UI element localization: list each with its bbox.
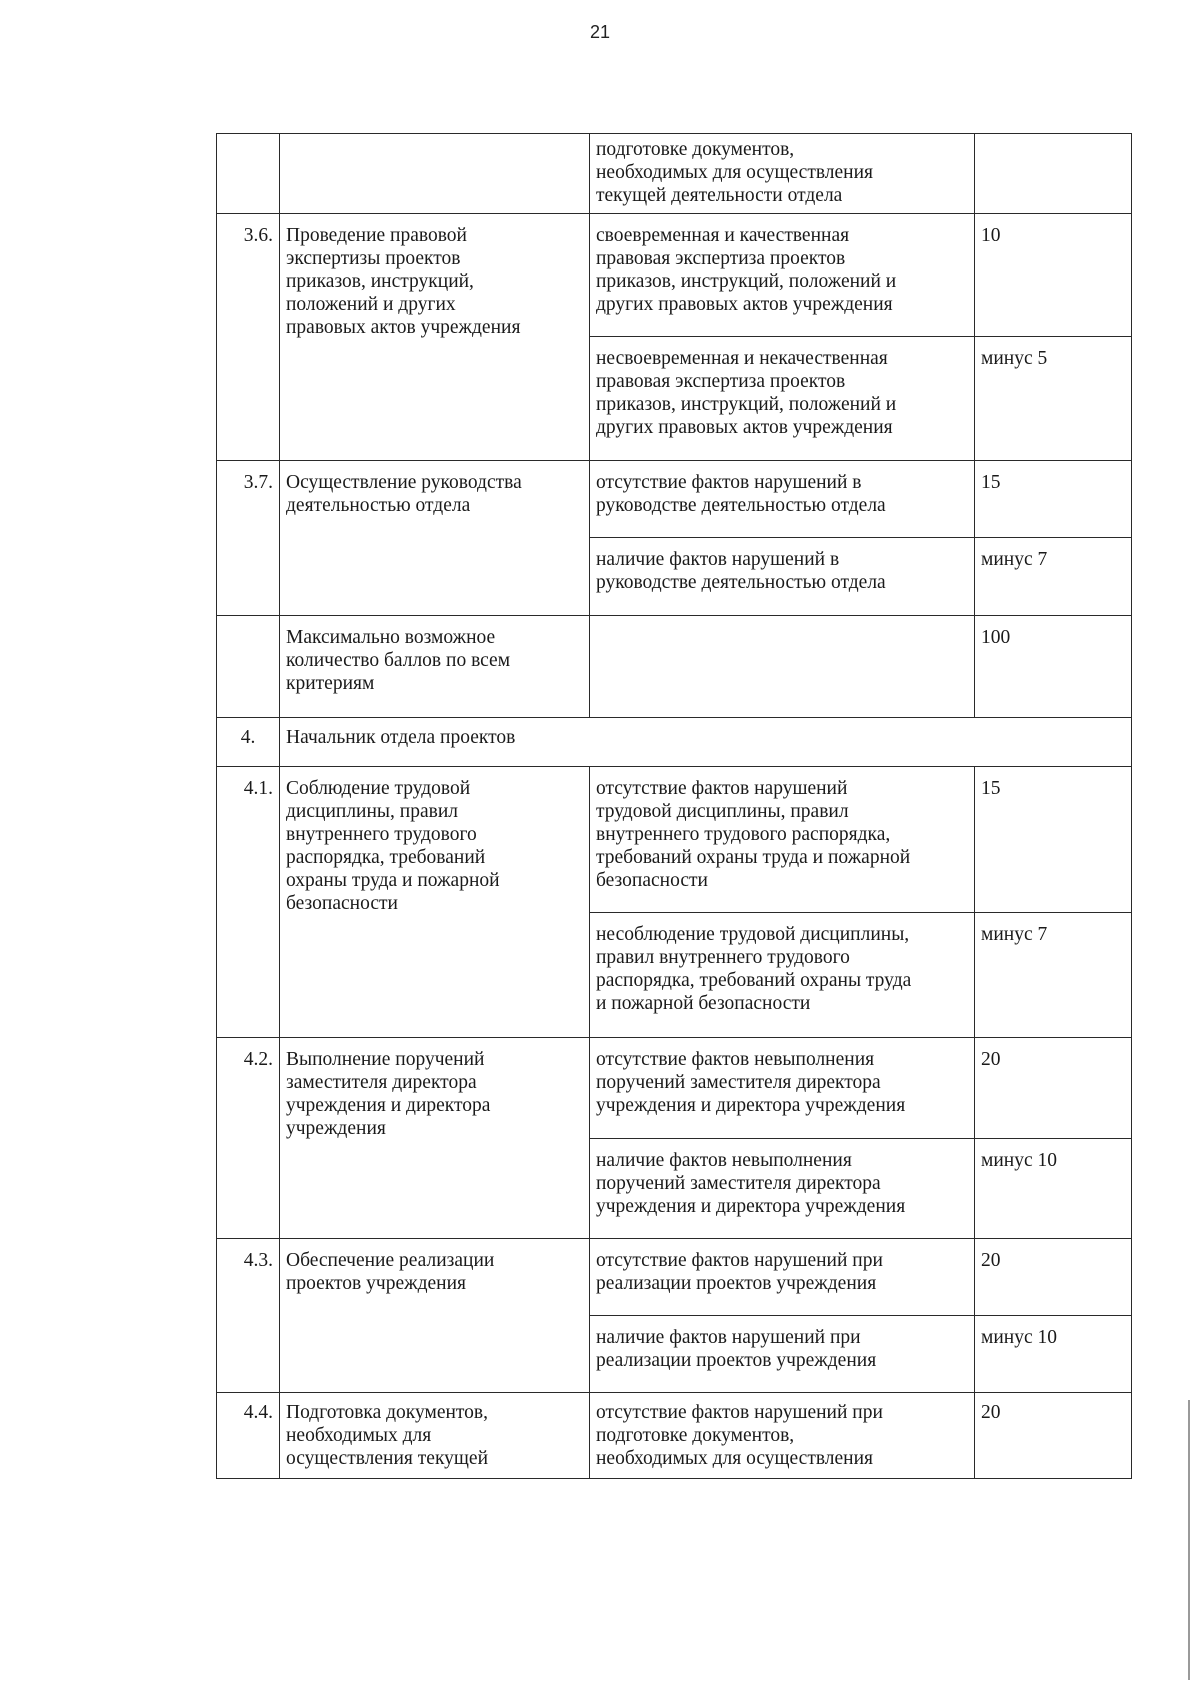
table-row — [217, 134, 1132, 214]
criterion-name: Выполнение поручений заместителя директора учреждения и директора учреждения — [280, 1038, 590, 1239]
page-number: 21 — [589, 22, 611, 42]
row-number — [217, 616, 280, 718]
points-value: минус 7 — [975, 538, 1132, 616]
condition-text: отсутствие фактов нарушений при подготовке документов, необходимых для осуществления — [590, 1393, 975, 1479]
criterion-name: Максимально возможное количество баллов по всем критериям — [280, 616, 590, 718]
points-value: минус 7 — [975, 913, 1132, 1038]
points-value: 15 — [975, 461, 1132, 538]
row-number — [217, 134, 280, 214]
row-number: 4.2. — [217, 1038, 280, 1239]
criterion-name — [280, 134, 590, 214]
points-value — [975, 134, 1132, 214]
points-value: минус 10 — [975, 1139, 1132, 1239]
points-value: 15 — [975, 767, 1132, 913]
points-value: 20 — [975, 1038, 1132, 1139]
section-title: Начальник отдела проектов — [280, 718, 1132, 767]
condition-text: подготовке документов, необходимых для осуществления текущей деятельности отдела — [590, 134, 975, 214]
condition-text: отсутствие фактов нарушений при реализации проектов учреждения — [590, 1239, 975, 1316]
row-number: 3.7. — [217, 461, 280, 616]
condition-text: наличие фактов нарушений при реализации проектов учреждения — [590, 1316, 975, 1393]
row-number: 4. — [217, 718, 280, 767]
table-row — [217, 1393, 1132, 1479]
condition-text — [590, 616, 975, 718]
scan-edge-line — [1188, 1400, 1190, 1680]
table-row — [217, 461, 1132, 538]
row-number: 4.1. — [217, 767, 280, 1038]
condition-text: несоблюдение трудовой дисциплины, правил внутреннего трудового распорядка, требований охраны труда и пожарной безопасности — [590, 913, 975, 1038]
row-number: 4.3. — [217, 1239, 280, 1393]
table-row — [217, 214, 1132, 337]
condition-text: наличие фактов нарушений в руководстве деятельностью отдела — [590, 538, 975, 616]
criterion-name: Подготовка документов, необходимых для осуществления текущей — [280, 1393, 590, 1479]
criterion-name: Обеспечение реализации проектов учреждения — [280, 1239, 590, 1393]
condition-text: отсутствие фактов нарушений трудовой дисциплины, правил внутреннего трудового распорядка, требований охраны труда и пожарной безопасности — [590, 767, 975, 913]
row-number: 3.6. — [217, 214, 280, 461]
condition-text: своевременная и качественная правовая экспертиза проектов приказов, инструкций, положений и других правовых актов учреждения — [590, 214, 975, 337]
points-value: минус 10 — [975, 1316, 1132, 1393]
points-value: 100 — [975, 616, 1132, 718]
condition-text: отсутствие фактов невыполнения поручений заместителя директора учреждения и директора учреждения — [590, 1038, 975, 1139]
criterion-name: Осуществление руководства деятельностью отдела — [280, 461, 590, 616]
points-value: минус 5 — [975, 337, 1132, 461]
criteria-table — [216, 133, 1132, 1479]
condition-text: отсутствие фактов нарушений в руководстве деятельностью отдела — [590, 461, 975, 538]
criterion-name: Соблюдение трудовой дисциплины, правил внутреннего трудового распорядка, требований охраны труда и пожарной безопасности — [280, 767, 590, 1038]
row-number: 4.4. — [217, 1393, 280, 1479]
table-row — [217, 767, 1132, 913]
table-row — [217, 1239, 1132, 1316]
condition-text: несвоевременная и некачественная правовая экспертиза проектов приказов, инструкций, положений и других правовых актов учреждения — [590, 337, 975, 461]
condition-text: наличие фактов невыполнения поручений заместителя директора учреждения и директора учреждения — [590, 1139, 975, 1239]
criterion-name: Проведение правовой экспертизы проектов приказов, инструкций, положений и других правовых актов учреждения — [280, 214, 590, 461]
table-row — [217, 718, 1132, 767]
table-row — [217, 1038, 1132, 1139]
table-row — [217, 616, 1132, 718]
points-value: 10 — [975, 214, 1132, 337]
points-value: 20 — [975, 1239, 1132, 1316]
points-value: 20 — [975, 1393, 1132, 1479]
